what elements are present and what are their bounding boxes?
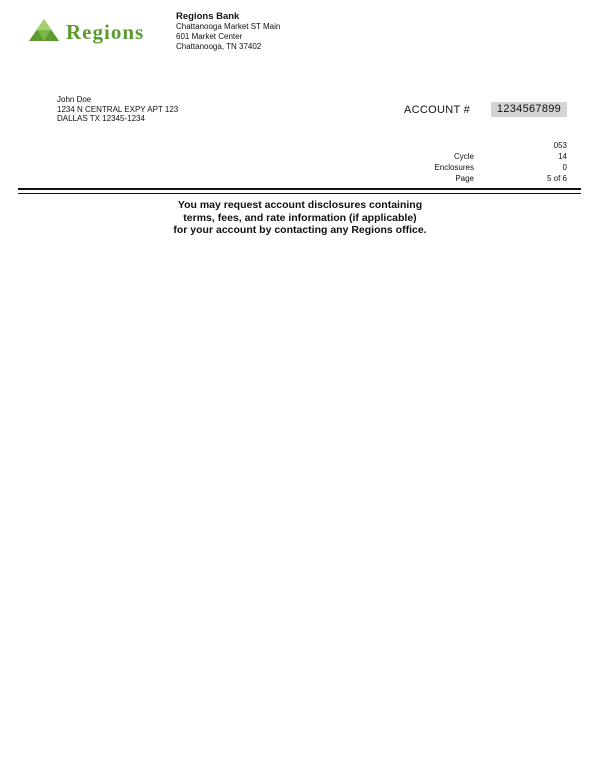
page-label: Page bbox=[455, 174, 474, 183]
statement-info bbox=[410, 140, 567, 184]
bank-address-line1: 601 Market Center bbox=[176, 32, 243, 41]
account-label: ACCOUNT # bbox=[404, 104, 471, 116]
header-divider-thin bbox=[18, 193, 581, 194]
customer-address-line1: 1234 N CENTRAL EXPY APT 123 bbox=[57, 104, 179, 114]
page-value: 5 of 6 bbox=[546, 174, 567, 183]
enclosures-value: 0 bbox=[562, 163, 567, 172]
cycle-value: 14 bbox=[558, 152, 567, 161]
disclosure-line2: terms, fees, and rate information (if applicable) bbox=[183, 211, 417, 224]
bank-branch: Chattanooga Market ST Main bbox=[176, 22, 281, 31]
disclosure-notice bbox=[100, 199, 500, 237]
enclosures-label: Enclosures bbox=[434, 163, 474, 172]
regions-logo bbox=[26, 17, 166, 43]
regions-pyramid-icon bbox=[26, 17, 62, 43]
account-number: 1234567899 bbox=[491, 102, 567, 117]
customer-address-line2: DALLAS TX 12345-1234 bbox=[57, 114, 145, 123]
header-divider-thick bbox=[18, 188, 581, 190]
cycle-row bbox=[410, 151, 567, 162]
customer-address-block bbox=[57, 95, 178, 124]
page-row bbox=[410, 173, 567, 184]
disclosure-line1: You may request account disclosures containing bbox=[177, 199, 423, 211]
cycle-label: Cycle bbox=[453, 152, 474, 161]
bank-address-line2: Chattanooga, TN 37402 bbox=[176, 42, 262, 51]
statement-code: 053 bbox=[553, 141, 567, 150]
bank-address-block bbox=[176, 11, 280, 52]
customer-name: John Doe bbox=[57, 95, 92, 104]
enclosures-row bbox=[410, 162, 567, 173]
bank-name: Regions Bank bbox=[176, 11, 240, 22]
logo-wordmark: Regions bbox=[66, 20, 145, 44]
statement-code-row bbox=[410, 140, 567, 151]
disclosure-line3: for your account by contacting any Regions office. bbox=[173, 224, 427, 236]
